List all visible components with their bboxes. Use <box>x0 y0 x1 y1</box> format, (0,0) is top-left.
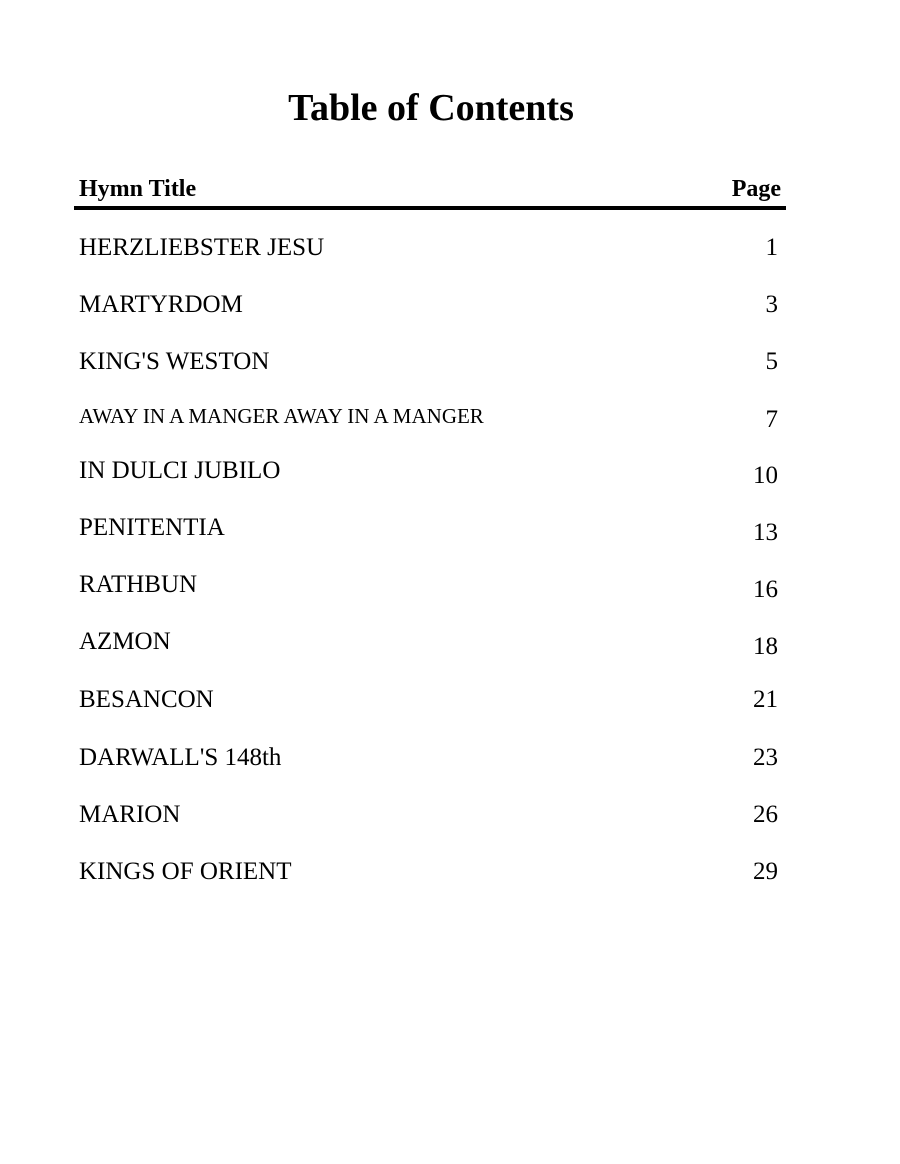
hymn-title: RATHBUN <box>79 571 198 598</box>
toc-entry[interactable] <box>79 855 781 889</box>
page-number: 18 <box>753 633 778 660</box>
page-number: 21 <box>753 686 778 713</box>
toc-entry[interactable] <box>79 683 781 717</box>
hymn-title: MARTYRDOM <box>79 291 243 318</box>
page-number: 3 <box>765 291 778 318</box>
page-number: 1 <box>765 234 778 261</box>
hymn-title: HERZLIEBSTER JESU <box>79 234 325 261</box>
hymn-title: IN DULCI JUBILO <box>79 457 281 484</box>
toc-entry[interactable] <box>79 345 781 379</box>
hymn-title: AZMON <box>79 628 171 655</box>
toc-list <box>79 0 781 1164</box>
toc-entry[interactable] <box>79 454 781 488</box>
page-number: 5 <box>765 348 778 375</box>
toc-entry[interactable] <box>79 798 781 832</box>
hymn-title: DARWALL'S 148th <box>79 744 282 771</box>
toc-entry[interactable] <box>79 568 781 602</box>
hymn-title-header: Hymn Title <box>79 176 197 202</box>
page-number: 26 <box>753 801 778 828</box>
toc-entry[interactable] <box>79 288 781 322</box>
toc-entry[interactable] <box>79 511 781 545</box>
page-number: 23 <box>753 744 778 771</box>
hymn-title: KINGS OF ORIENT <box>79 858 292 885</box>
hymn-title: BESANCON <box>79 686 214 713</box>
hymn-title: MARION <box>79 801 181 828</box>
page-number: 16 <box>753 576 778 603</box>
page-title: Table of Contents <box>288 87 574 129</box>
page-number: 10 <box>753 462 778 489</box>
hymn-title: PENITENTIA <box>79 514 225 541</box>
page-number: 29 <box>753 858 778 885</box>
hymn-title: KING'S WESTON <box>79 348 270 375</box>
toc-entry[interactable] <box>79 625 781 659</box>
toc-entry[interactable] <box>79 399 781 433</box>
page-number: 13 <box>753 519 778 546</box>
toc-entry[interactable] <box>79 741 781 775</box>
page-header: Page <box>731 176 781 202</box>
page-number: 7 <box>765 406 778 433</box>
hymn-title: AWAY IN A MANGER AWAY IN A MANGER <box>79 404 484 428</box>
toc-entry[interactable] <box>79 231 781 265</box>
